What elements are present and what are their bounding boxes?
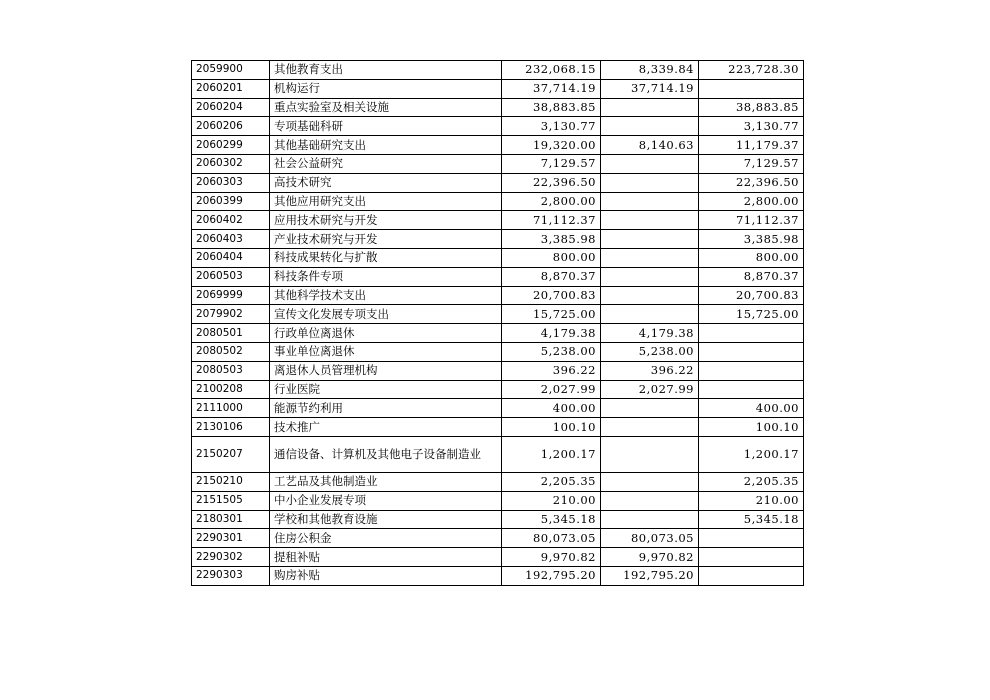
item-name-cell: 科技成果转化与扩散 [270,248,502,267]
table-row [192,230,804,249]
project-expenditure-cell: 2,205.35 [699,472,804,491]
table-row [192,192,804,211]
basic-expenditure-cell: 8,140.63 [601,136,699,155]
table-body [192,61,804,586]
project-expenditure-cell [699,324,804,343]
total-amount-cell: 71,112.37 [502,211,601,230]
basic-expenditure-cell [601,305,699,324]
basic-expenditure-cell: 192,795.20 [601,566,699,585]
code-cell: 2060404 [192,248,270,267]
item-name-cell: 提租补贴 [270,548,502,567]
basic-expenditure-cell [601,472,699,491]
total-amount-cell: 3,130.77 [502,117,601,136]
basic-expenditure-cell [601,211,699,230]
total-amount-cell: 5,238.00 [502,342,601,361]
code-cell: 2079902 [192,305,270,324]
code-cell: 2060399 [192,192,270,211]
table-row [192,305,804,324]
code-cell: 2100208 [192,380,270,399]
code-cell: 2290303 [192,566,270,585]
basic-expenditure-cell [601,154,699,173]
code-cell: 2060299 [192,136,270,155]
table-row [192,566,804,585]
item-name-cell: 其他科学技术支出 [270,286,502,305]
table-row [192,510,804,529]
code-cell: 2060206 [192,117,270,136]
total-amount-cell: 7,129.57 [502,154,601,173]
basic-expenditure-cell: 4,179.38 [601,324,699,343]
basic-expenditure-cell: 37,714.19 [601,79,699,98]
item-name-cell: 机构运行 [270,79,502,98]
table-row [192,418,804,437]
code-cell: 2060303 [192,173,270,192]
basic-expenditure-cell [601,230,699,249]
table-row [192,399,804,418]
item-name-cell: 重点实验室及相关设施 [270,98,502,117]
code-cell: 2290301 [192,529,270,548]
total-amount-cell: 80,073.05 [502,529,601,548]
total-amount-cell: 38,883.85 [502,98,601,117]
total-amount-cell: 8,870.37 [502,267,601,286]
table-row [192,61,804,80]
project-expenditure-cell: 1,200.17 [699,436,804,472]
total-amount-cell: 100.10 [502,418,601,437]
table-row [192,79,804,98]
basic-expenditure-cell: 8,339.84 [601,61,699,80]
code-cell: 2080502 [192,342,270,361]
table-row [192,361,804,380]
item-name-cell: 产业技术研究与开发 [270,230,502,249]
basic-expenditure-cell [601,173,699,192]
basic-expenditure-cell [601,248,699,267]
basic-expenditure-cell [601,286,699,305]
project-expenditure-cell: 210.00 [699,491,804,510]
project-expenditure-cell: 400.00 [699,399,804,418]
basic-expenditure-cell: 5,238.00 [601,342,699,361]
total-amount-cell: 37,714.19 [502,79,601,98]
total-amount-cell: 2,800.00 [502,192,601,211]
table-row [192,286,804,305]
item-name-cell: 能源节约利用 [270,399,502,418]
table-row [192,342,804,361]
basic-expenditure-cell [601,399,699,418]
total-amount-cell: 1,200.17 [502,436,601,472]
basic-expenditure-cell [601,436,699,472]
table-row [192,548,804,567]
basic-expenditure-cell [601,418,699,437]
item-name-cell: 住房公积金 [270,529,502,548]
basic-expenditure-cell: 396.22 [601,361,699,380]
code-cell: 2150207 [192,436,270,472]
item-name-cell: 离退休人员管理机构 [270,361,502,380]
table-row [192,154,804,173]
code-cell: 2060503 [192,267,270,286]
total-amount-cell: 396.22 [502,361,601,380]
item-name-cell: 宣传文化发展专项支出 [270,305,502,324]
code-cell: 2060204 [192,98,270,117]
basic-expenditure-cell: 80,073.05 [601,529,699,548]
project-expenditure-cell [699,361,804,380]
project-expenditure-cell: 800.00 [699,248,804,267]
item-name-cell: 高技术研究 [270,173,502,192]
total-amount-cell: 2,205.35 [502,472,601,491]
basic-expenditure-cell: 2,027.99 [601,380,699,399]
table-row [192,98,804,117]
table-row [192,436,804,472]
project-expenditure-cell: 22,396.50 [699,173,804,192]
project-expenditure-cell: 8,870.37 [699,267,804,286]
table-row [192,267,804,286]
project-expenditure-cell [699,566,804,585]
total-amount-cell: 192,795.20 [502,566,601,585]
code-cell: 2080503 [192,361,270,380]
item-name-cell: 中小企业发展专项 [270,491,502,510]
item-name-cell: 通信设备、计算机及其他电子设备制造业 [270,436,502,472]
code-cell: 2111000 [192,399,270,418]
table-row [192,211,804,230]
project-expenditure-cell: 5,345.18 [699,510,804,529]
item-name-cell: 学校和其他教育设施 [270,510,502,529]
total-amount-cell: 20,700.83 [502,286,601,305]
total-amount-cell: 4,179.38 [502,324,601,343]
table-row [192,248,804,267]
item-name-cell: 事业单位离退休 [270,342,502,361]
total-amount-cell: 15,725.00 [502,305,601,324]
basic-expenditure-cell [601,117,699,136]
project-expenditure-cell: 11,179.37 [699,136,804,155]
code-cell: 2150210 [192,472,270,491]
code-cell: 2060403 [192,230,270,249]
total-amount-cell: 400.00 [502,399,601,418]
item-name-cell: 其他基础研究支出 [270,136,502,155]
project-expenditure-cell: 3,385.98 [699,230,804,249]
total-amount-cell: 9,970.82 [502,548,601,567]
total-amount-cell: 5,345.18 [502,510,601,529]
item-name-cell: 社会公益研究 [270,154,502,173]
total-amount-cell: 22,396.50 [502,173,601,192]
table-row [192,380,804,399]
total-amount-cell: 232,068.15 [502,61,601,80]
code-cell: 2180301 [192,510,270,529]
project-expenditure-cell: 223,728.30 [699,61,804,80]
table-row [192,324,804,343]
item-name-cell: 其他应用研究支出 [270,192,502,211]
code-cell: 2060402 [192,211,270,230]
item-name-cell: 技术推广 [270,418,502,437]
basic-expenditure-cell [601,98,699,117]
item-name-cell: 购房补贴 [270,566,502,585]
total-amount-cell: 19,320.00 [502,136,601,155]
project-expenditure-cell [699,79,804,98]
item-name-cell: 行业医院 [270,380,502,399]
budget-table [191,60,804,586]
table-row [192,117,804,136]
basic-expenditure-cell [601,192,699,211]
item-name-cell: 科技条件专项 [270,267,502,286]
code-cell: 2130106 [192,418,270,437]
item-name-cell: 行政单位离退休 [270,324,502,343]
total-amount-cell: 800.00 [502,248,601,267]
table-row [192,472,804,491]
item-name-cell: 工艺品及其他制造业 [270,472,502,491]
basic-expenditure-cell [601,267,699,286]
table-row [192,136,804,155]
project-expenditure-cell [699,342,804,361]
total-amount-cell: 210.00 [502,491,601,510]
total-amount-cell: 3,385.98 [502,230,601,249]
table-row [192,173,804,192]
code-cell: 2151505 [192,491,270,510]
table-row [192,491,804,510]
project-expenditure-cell: 38,883.85 [699,98,804,117]
code-cell: 2060201 [192,79,270,98]
basic-expenditure-cell [601,510,699,529]
item-name-cell: 应用技术研究与开发 [270,211,502,230]
project-expenditure-cell: 100.10 [699,418,804,437]
project-expenditure-cell: 71,112.37 [699,211,804,230]
code-cell: 2290302 [192,548,270,567]
code-cell: 2080501 [192,324,270,343]
basic-expenditure-cell [601,491,699,510]
code-cell: 2059900 [192,61,270,80]
total-amount-cell: 2,027.99 [502,380,601,399]
project-expenditure-cell: 3,130.77 [699,117,804,136]
project-expenditure-cell: 7,129.57 [699,154,804,173]
item-name-cell: 专项基础科研 [270,117,502,136]
code-cell: 2069999 [192,286,270,305]
code-cell: 2060302 [192,154,270,173]
project-expenditure-cell: 2,800.00 [699,192,804,211]
project-expenditure-cell: 15,725.00 [699,305,804,324]
project-expenditure-cell [699,529,804,548]
table-row [192,529,804,548]
item-name-cell: 其他教育支出 [270,61,502,80]
project-expenditure-cell [699,548,804,567]
basic-expenditure-cell: 9,970.82 [601,548,699,567]
project-expenditure-cell: 20,700.83 [699,286,804,305]
project-expenditure-cell [699,380,804,399]
